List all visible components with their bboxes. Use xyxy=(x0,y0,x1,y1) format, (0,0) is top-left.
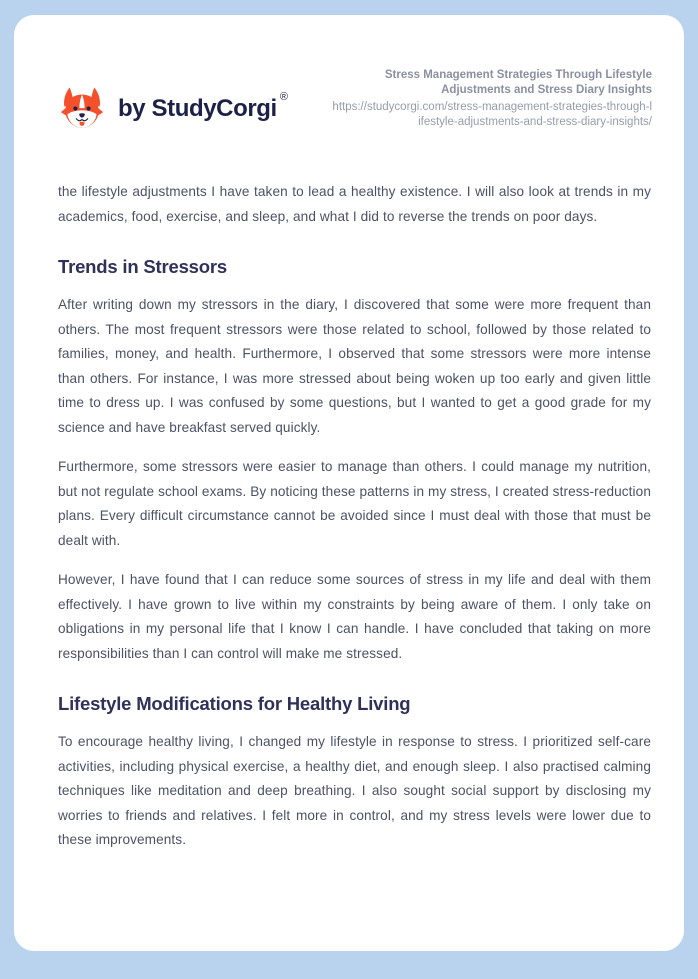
body-paragraph: However, I have found that I can reduce some sources of stress in my life and deal with them effectively. I have grown to live within my constraints by being aware of them. I only take on obligations in my personal life that I know I can handle. I have concluded that taking on more responsibilities than I can control will make me stressed. xyxy=(58,572,651,661)
section-heading-trends-in-stressors: Trends in Stressors xyxy=(58,256,227,277)
brand-wordmark xyxy=(118,91,288,123)
body-paragraph: Furthermore, some stressors were easier to manage than others. I could manage my nutrition, but not regulate school exams. By noticing these patterns in my stress, I created stress-reduction plans. Every difficult circumstance cannot be avoided since I must deal with those that must be dealt with. xyxy=(58,459,651,548)
brand-name: StudyCorgi xyxy=(151,95,277,122)
body-paragraph: To encourage healthy living, I changed my lifestyle in response to stress. I prioritized self-care activities, including physical exercise, a healthy diet, and enough sleep. I also practised calming techniques like meditation and deep breathing. I also sought social support by disclosing my worries to friends and relatives. I felt more in control, and my stress levels were lower due to these improvements. xyxy=(58,734,651,847)
document-card xyxy=(14,15,684,951)
registered-trademark-symbol: ® xyxy=(279,91,288,103)
studycorgi-brand-link[interactable] xyxy=(60,78,288,140)
document-body xyxy=(58,180,651,853)
intro-paragraph: the lifestyle adjustments I have taken to lead a healthy existence. I will also look at trends in my academics, food, exercise, and sleep, and what I did to reverse the trends on poor days. xyxy=(58,184,651,224)
document-url-link[interactable]: https://studycorgi.com/stress-management-strategies-through-lifestyle-adjustments-and-stress-diary-insights/ xyxy=(332,101,652,128)
corgi-logo-icon xyxy=(60,78,104,140)
document-meta xyxy=(330,67,652,129)
document-header xyxy=(58,67,652,140)
document-title: Stress Management Strategies Through Lifestyle Adjustments and Stress Diary Insights xyxy=(384,69,652,96)
section-heading-lifestyle-modifications: Lifestyle Modifications for Healthy Living xyxy=(58,693,411,714)
body-paragraph: After writing down my stressors in the diary, I discovered that some were more frequent than others. The most frequent stressors were those related to school, followed by those related to families, money, and health. Furthermore, I observed that some stressors were more intense than others. For instance, I was more stressed about being woken up too early and given little time to dress up. I was confused by some questions, but I wanted to get a good grade for my science and have breakfast served quickly. xyxy=(58,297,651,435)
brand-prefix: by xyxy=(118,95,146,122)
